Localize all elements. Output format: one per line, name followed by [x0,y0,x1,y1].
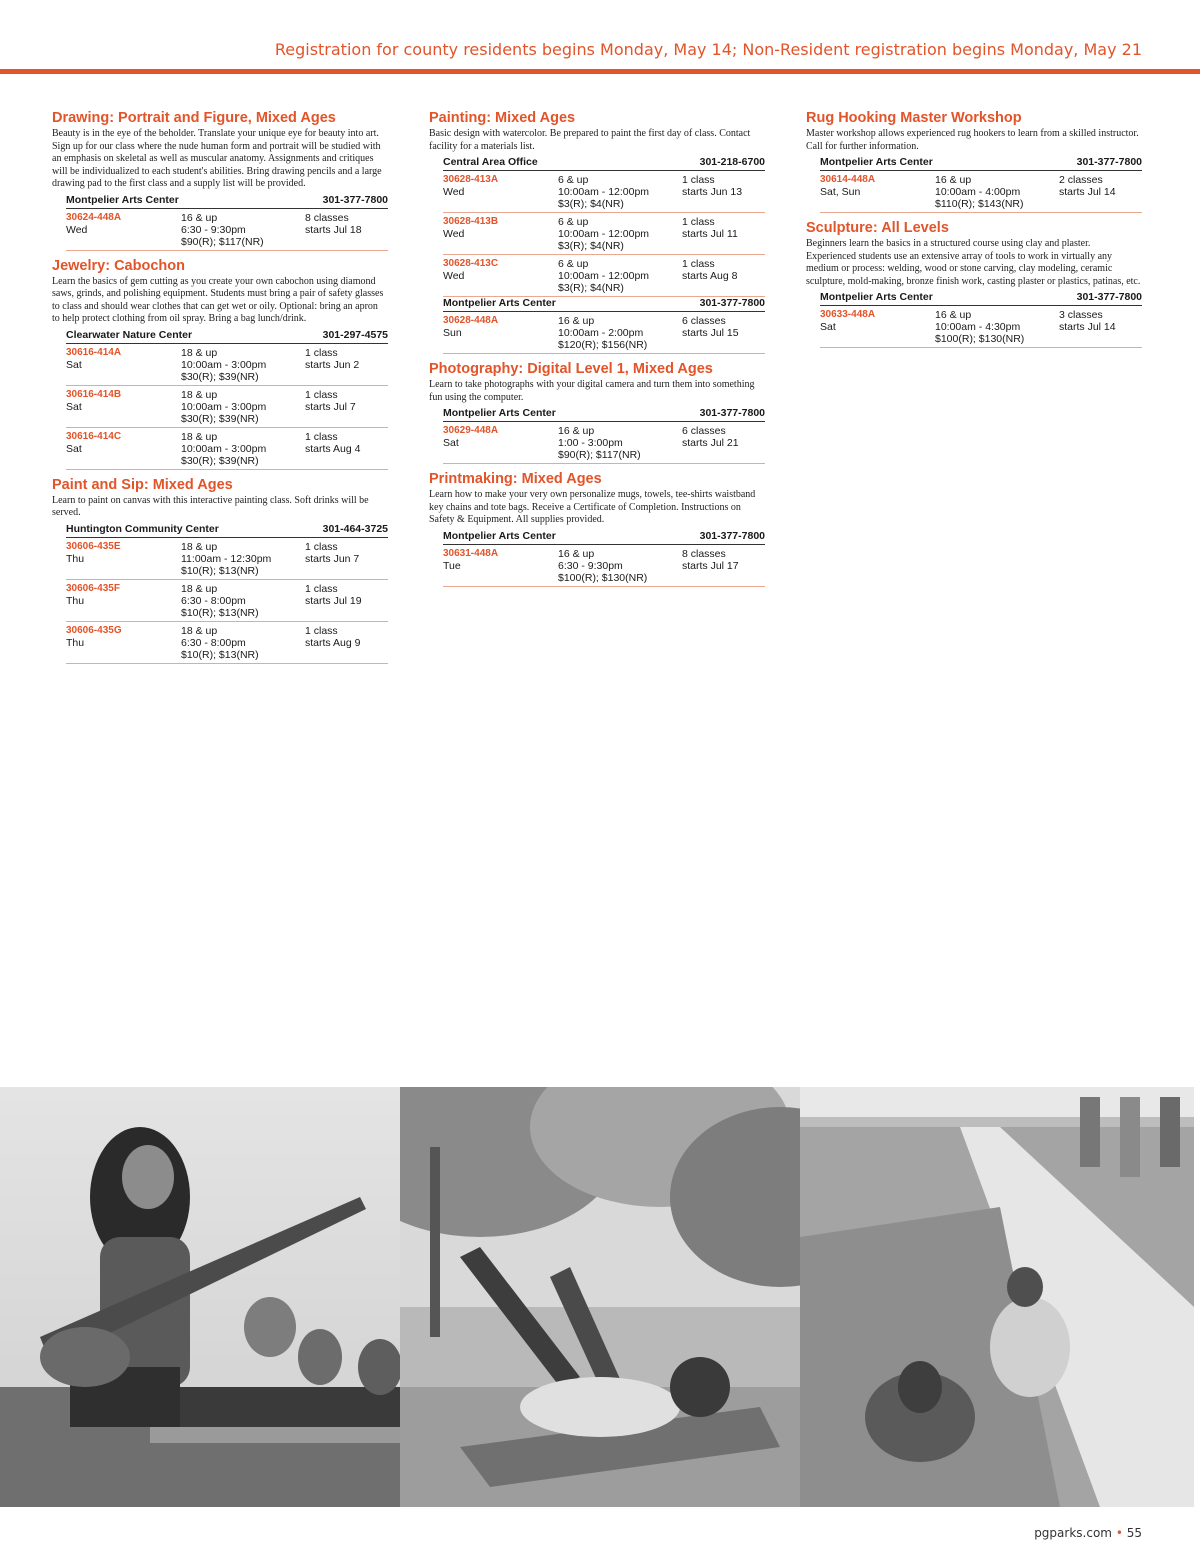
class-fee: $3(R); $4(NR) [558,282,624,294]
course-title: Drawing: Portrait and Figure, Mixed Ages [52,110,336,126]
class-day: Sat, Sun [820,186,861,198]
course-title: Photography: Digital Level 1, Mixed Ages [429,361,713,377]
class-row [443,213,765,255]
course-description: Beauty is in the eye of the beholder. Translate your unique eye for beauty into art. Sign up for our class where the nude human form and portrait will be studied with an emphasis on skeletal as well as muscular anatomy. Assignments and critiques will be individualized to each student's abilities. Bring drawing pencils and a large drawing pad to the first class and a supply list will be provided. [52,128,382,189]
class-code-cell [443,216,558,252]
class-fee: $30(R); $39(NR) [181,454,259,467]
class-start: starts Jul 11 [682,228,738,240]
class-count: 1 class [305,624,338,637]
class-day: Sat [66,442,82,455]
class-start: starts Jul 15 [682,327,739,339]
class-start: starts Jul 14 [1059,186,1116,198]
class-detail-cell [558,548,682,584]
class-age: 18 & up [181,430,218,443]
class-code-cell [66,583,181,619]
class-fee: $90(R); $117(NR) [181,235,264,248]
page-number: 55 [1126,1526,1142,1540]
location-block [66,329,388,470]
course-title: Paint and Sip: Mixed Ages [52,476,233,493]
class-row [66,580,388,622]
class-code: 30628-413A [443,174,499,185]
class-start: starts Jun 2 [305,358,360,371]
class-time: 10:00am - 3:00pm [181,442,267,455]
class-session-cell [1059,174,1142,210]
class-code-cell [66,389,181,425]
class-detail-cell [935,174,1059,210]
class-age: 18 & up [181,346,218,359]
location-header [443,407,765,422]
course-section [429,471,765,587]
course-section [52,258,388,470]
location-name: Montpelier Arts Center [66,193,179,206]
location-block [443,530,765,587]
location-phone: 301-218-6700 [699,156,765,168]
class-row [443,545,765,587]
class-session-cell [682,548,765,584]
class-code-cell [66,625,181,661]
class-age: 16 & up [558,315,595,327]
class-fee: $30(R); $39(NR) [181,412,259,425]
class-row [820,306,1142,348]
class-code: 30628-413B [443,216,499,227]
class-count: 1 class [305,582,338,595]
class-time: 6:30 - 8:00pm [181,636,246,649]
class-fee: $10(R); $13(NR) [181,564,259,577]
course-title: Printmaking: Mixed Ages [429,471,602,487]
class-count: 1 class [682,258,715,270]
class-code: 30629-448A [443,425,499,436]
location-phone: 301-377-7800 [699,297,765,309]
class-time: 10:00am - 12:00pm [558,270,650,282]
class-start: starts Jul 7 [305,400,356,413]
class-count: 1 class [305,388,338,401]
course-title: Painting: Mixed Ages [429,110,576,126]
location-name: Montpelier Arts Center [443,297,556,309]
location-block [443,297,765,354]
class-code-cell [443,425,558,461]
class-start: starts Jun 13 [682,186,743,198]
class-detail-cell [181,625,305,661]
class-time: 6:30 - 8:00pm [181,594,246,607]
page-footer [1034,1526,1142,1540]
column-right [806,110,1142,355]
location-phone: 301-297-4575 [322,328,388,341]
class-detail-cell [181,347,305,383]
class-fee: $100(R); $130(NR) [558,571,648,584]
class-fee: $100(R); $130(NR) [935,333,1025,345]
class-detail-cell [935,309,1059,345]
class-fee: $110(R); $143(NR) [935,198,1024,210]
column-left [52,110,388,671]
class-code: 30606-435G [66,624,122,636]
class-count: 1 class [305,540,338,553]
class-start: starts Jul 14 [1059,321,1116,333]
class-age: 16 & up [935,309,972,321]
registration-banner: Registration for county residents begins Monday, May 14; Non-Resident registration begins Monday, May 21 [274,40,1142,59]
location-name: Montpelier Arts Center [443,407,556,419]
class-code: 30616-414C [66,430,122,442]
location-block [820,291,1142,348]
class-age: 16 & up [558,425,595,437]
class-start: starts Jun 7 [305,552,360,565]
location-header [66,194,388,209]
class-count: 1 class [305,430,338,443]
class-session-cell [305,541,388,577]
header-rule [0,69,1200,74]
course-description: Learn how to make your very own personalize mugs, towels, tee-shirts waistband key chains and tote bags. Receive a Certificate of Completion. Instructions on Safety & Equipment. All supplies provided. [429,489,756,525]
class-age: 16 & up [558,547,595,560]
class-time: 6:30 - 9:30pm [181,223,246,236]
course-description: Learn to take photographs with your digital camera and turn them into something fun using the computer. [429,379,755,403]
class-session-cell [682,216,765,252]
location-name: Central Area Office [443,156,538,168]
class-time: 10:00am - 4:00pm [935,186,1021,198]
course-section [429,110,765,354]
course-description: Learn the basics of gem cutting as you create your own cabochon using diamond saws, grinds, and polishing equipment. Students must bring a pair of safety glasses to class and should wear clothes that can get wet or oily. Optional: bring an apron to help protect clothing from oil spray. Bring a bag lunch/drink. [52,275,384,324]
class-fee: $3(R); $4(NR) [558,240,624,252]
class-fee: $90(R); $117(NR) [558,449,641,461]
class-count: 2 classes [1059,174,1103,186]
class-row [66,344,388,386]
class-session-cell [682,315,765,351]
class-detail-cell [181,212,305,248]
course-section [52,477,388,664]
class-day: Thu [66,594,85,607]
column-middle [429,110,765,594]
course-section [52,110,388,251]
class-session-cell [682,174,765,210]
class-code: 30628-413C [443,258,499,269]
class-detail-cell [558,174,682,210]
class-code: 30616-414B [66,388,122,400]
course-description: Master workshop allows experienced rug hookers to learn from a skilled instructor. Call for further information. [806,128,1139,152]
class-time: 10:00am - 4:30pm [935,321,1021,333]
class-start: starts Aug 9 [305,636,361,649]
location-block [66,194,388,251]
class-code-cell [66,541,181,577]
class-row [820,171,1142,213]
class-time: 1:00 - 3:00pm [558,437,623,449]
class-day: Sun [443,327,462,339]
location-header [443,156,765,171]
class-row [66,428,388,470]
course-section [806,110,1142,213]
location-phone: 301-464-3725 [322,522,388,535]
location-name: Huntington Community Center [66,522,219,535]
class-row [66,209,388,251]
class-row [443,255,765,297]
class-session-cell [682,425,765,461]
class-start: starts Jul 17 [682,559,739,572]
class-code: 30606-435F [66,582,120,594]
class-age: 18 & up [181,624,218,637]
class-code: 30633-448A [820,309,876,320]
location-name: Clearwater Nature Center [66,328,193,341]
class-code: 30631-448A [443,547,499,559]
class-count: 6 classes [682,315,726,327]
class-age: 6 & up [558,174,589,186]
photo-outdoor-exercise [400,1087,800,1507]
class-start: starts Jul 19 [305,594,362,607]
class-session-cell [682,258,765,294]
class-day: Wed [66,223,88,236]
course-title: Sculpture: All Levels [806,220,949,236]
class-day: Thu [66,636,85,649]
class-code: 30606-435E [66,540,121,552]
class-code-cell [66,347,181,383]
class-time: 10:00am - 3:00pm [181,400,267,413]
class-row [66,622,388,664]
class-fee: $10(R); $13(NR) [181,648,259,661]
class-count: 1 class [682,216,715,228]
class-code-cell [443,174,558,210]
class-day: Thu [66,552,85,565]
class-day: Sat [66,358,82,371]
class-detail-cell [181,389,305,425]
location-phone: 301-377-7800 [1076,156,1142,168]
class-code-cell [66,212,181,248]
class-code: 30624-448A [66,211,122,223]
class-count: 8 classes [682,547,726,560]
class-age: 16 & up [935,174,972,186]
class-code-cell [820,174,935,210]
class-code-cell [443,548,558,584]
class-count: 1 class [682,174,715,186]
class-fee: $30(R); $39(NR) [181,370,259,383]
location-header [443,297,765,312]
class-time: 10:00am - 12:00pm [558,228,650,240]
class-code: 30614-448A [820,174,876,185]
location-header [66,523,388,538]
photo-strip [0,1087,1200,1507]
class-code: 30628-448A [443,315,499,326]
site-url: pgparks.com [1034,1526,1112,1540]
class-start: starts Jul 21 [682,437,739,449]
class-fee: $10(R); $13(NR) [181,606,259,619]
location-phone: 301-377-7800 [322,193,388,206]
class-detail-cell [558,258,682,294]
class-time: 10:00am - 2:00pm [558,327,644,339]
class-detail-cell [181,431,305,467]
class-detail-cell [558,425,682,461]
class-session-cell [305,347,388,383]
location-header [820,291,1142,306]
location-header [443,530,765,545]
location-block [820,156,1142,213]
class-fee: $3(R); $4(NR) [558,198,624,210]
class-day: Sat [443,437,459,449]
class-day: Wed [443,228,465,240]
class-fee: $120(R); $156(NR) [558,339,648,351]
location-name: Montpelier Arts Center [443,529,556,542]
class-time: 11:00am - 12:30pm [181,552,272,565]
class-row [443,171,765,213]
class-age: 18 & up [181,582,218,595]
course-section [806,220,1142,348]
class-age: 16 & up [181,211,218,224]
class-row [443,312,765,354]
class-count: 1 class [305,346,338,359]
class-time: 10:00am - 3:00pm [181,358,267,371]
location-block [66,523,388,664]
footer-separator: • [1115,1526,1123,1540]
class-age: 18 & up [181,388,218,401]
photo-guitarist-performance [0,1087,400,1507]
class-count: 6 classes [682,425,726,437]
class-day: Sat [820,321,836,333]
class-detail-cell [558,216,682,252]
class-day: Wed [443,186,465,198]
class-age: 6 & up [558,258,589,270]
class-count: 3 classes [1059,309,1103,321]
course-description: Learn to paint on canvas with this interactive painting class. Soft drinks will be served. [52,494,369,518]
location-block [443,407,765,464]
course-description: Beginners learn the basics in a structured course using clay and plaster. Experienced students use an extensive array of tools to work in virtually any medium or process: welding, wood or stone carving, clay modeling, ceramic sculpture, mold-making, bronze finish work, casting plaster or plastics, patinas, etc. [806,238,1141,287]
class-row [443,422,765,464]
location-header [66,329,388,344]
class-code: 30616-414A [66,346,122,358]
location-header [820,156,1142,171]
class-session-cell [305,212,388,248]
class-count: 8 classes [305,211,349,224]
class-time: 10:00am - 12:00pm [558,186,650,198]
class-session-cell [1059,309,1142,345]
photo-swim-lesson [800,1087,1200,1507]
location-phone: 301-377-7800 [1076,291,1142,303]
location-phone: 301-377-7800 [699,407,765,419]
course-title: Rug Hooking Master Workshop [806,110,1022,126]
location-name: Montpelier Arts Center [820,291,933,303]
class-code-cell [443,315,558,351]
location-block [443,156,765,297]
course-section [429,361,765,464]
location-phone: 301-377-7800 [699,529,765,542]
class-row [66,538,388,580]
class-detail-cell [181,583,305,619]
class-detail-cell [181,541,305,577]
class-row [66,386,388,428]
course-description: Basic design with watercolor. Be prepared to paint the first day of class. Contact facility for a materials list. [429,128,751,152]
class-session-cell [305,431,388,467]
class-time: 6:30 - 9:30pm [558,559,623,572]
class-session-cell [305,389,388,425]
class-day: Tue [443,559,461,572]
class-day: Sat [66,400,82,413]
class-start: starts Aug 4 [305,442,361,455]
class-start: starts Jul 18 [305,223,362,236]
class-code-cell [443,258,558,294]
class-start: starts Aug 8 [682,270,738,282]
class-age: 6 & up [558,216,589,228]
class-session-cell [305,625,388,661]
class-code-cell [820,309,935,345]
course-title: Jewelry: Cabochon [52,257,185,274]
class-session-cell [305,583,388,619]
class-detail-cell [558,315,682,351]
location-name: Montpelier Arts Center [820,156,933,168]
class-code-cell [66,431,181,467]
class-day: Wed [443,270,465,282]
class-age: 18 & up [181,540,218,553]
